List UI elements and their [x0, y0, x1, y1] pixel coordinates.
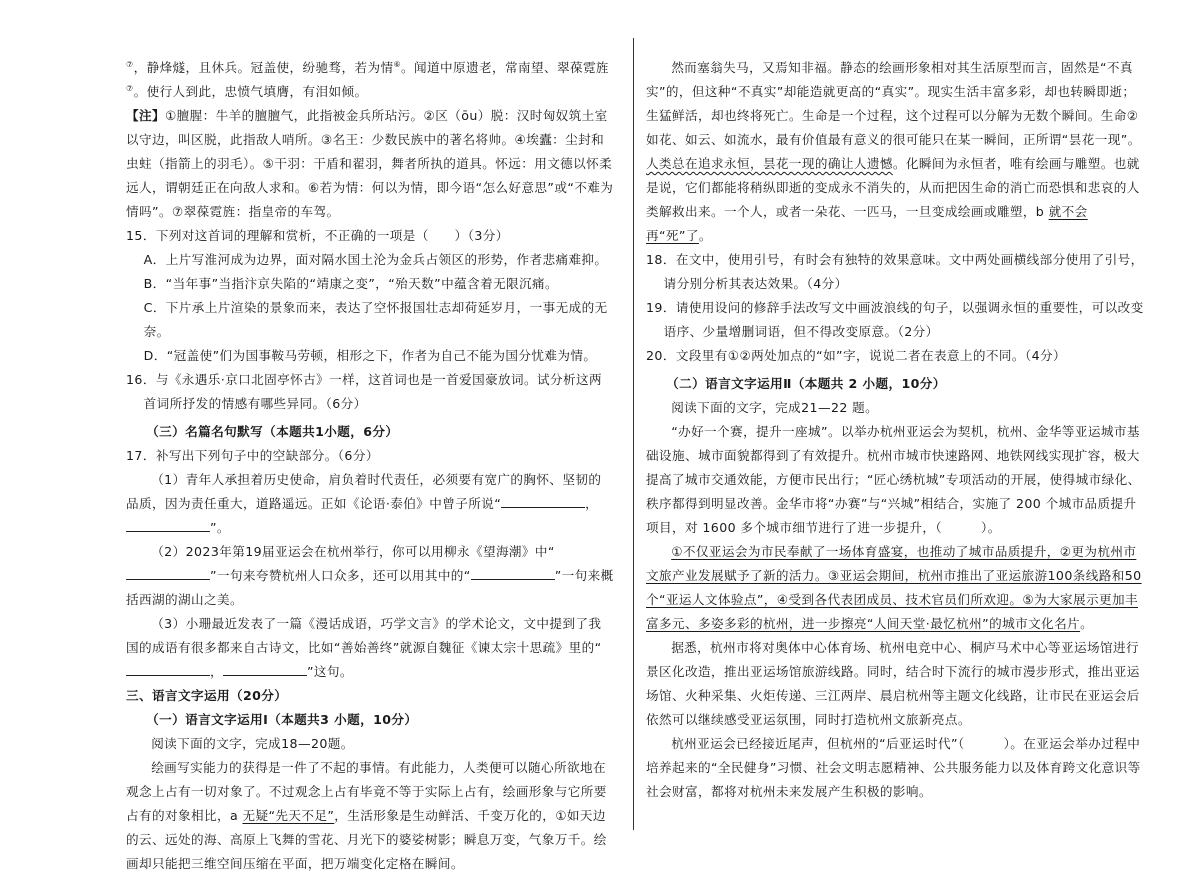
poem-text-2: 。闻道中原遗老，常南望、翠葆霓旌 — [401, 60, 609, 75]
q17-1-text: （1）青年人承担着历史使命，肩负着时代责任，必须要有宽广的胸怀、坚韧的品质，因为责任重大，道路遥远。正如《论语·泰伯》中曾子所说“ — [126, 472, 602, 511]
passage-paragraph-4 — [646, 540, 1146, 636]
marker-a: a — [229, 808, 243, 823]
footnote-mark: ⑥ — [393, 59, 402, 69]
question-18: 18．在文中，使用引号，有时会有独特的效果意味。文中两处画横线部分使用了引号，请分别分析其表达效果。（4分） — [646, 252, 1144, 291]
question-16: 16．与《永遇乐·京口北固亭怀古》一样，这首词也是一首爱国豪放词。试分析这两首词所抒发的情感有哪些异同。（6分） — [126, 372, 603, 411]
subsection-language-2: （二）语言文字运用Ⅱ（本题共 2 小题，10分） — [666, 376, 946, 391]
poem-excerpt — [126, 56, 614, 104]
answer-blank[interactable] — [126, 517, 210, 532]
p1-text: 绘画写实能力的获得是一件了不起的事情。有此能力，人类便可以随心所欲地在观念上占有一切对象了。不过观念上占有毕竟不等于实际上占有，绘画形象与它所要占有的对象相比， — [126, 760, 607, 823]
p2-end: 。 — [698, 228, 712, 243]
p2-text: 然而塞翁失马，又焉知非福。静态的绘画形象相对其生活原型而言，固然是“不真实”的，但这种“不真实”却能造就更高的“真实”。现实生活丰富多彩，却也转瞬即逝；生猛鲜活，却也终将死亡。生命是一个过程，这个过程可以分解为无数个瞬间。生命②如花、如云、如流水，最有价值最有意义的很可能只在某一瞬间，正所谓“昙花一现”。 — [646, 60, 1141, 147]
p4-end: 。 — [1080, 616, 1094, 631]
question-17: 17．补写出下列句子中的空缺部分。（6分） — [126, 448, 379, 463]
question-17-2 — [126, 540, 614, 612]
q17-2-end: ”一句来概括西湖的湖山之美。 — [126, 568, 614, 607]
option-a: A．上片写淮河成为边界，面对隔水国土沦为金兵占领区的形势，作者悲痛难抑。 — [143, 252, 608, 267]
passage-paragraph-1 — [126, 756, 614, 876]
passage-paragraph-2 — [646, 56, 1146, 248]
option-b: B．“当年事”当指汴京失陷的“靖康之变”，“殆天数”中蕴含着无限沉痛。 — [143, 276, 559, 291]
underlined-phrase-b: 就不会再“死”了 — [646, 204, 1088, 243]
q17-2-text: （2）2023年第19届亚运会在杭州举行，你可以用柳永《望海潮》中“ — [151, 544, 555, 559]
wavy-underlined-sentence: 人类总在追求永恒，昙花一现的确让人遗憾 — [646, 156, 893, 171]
poem-text-1: ，静烽燧，且休兵。冠盖使，纷驰骛，若为情 — [133, 60, 394, 75]
column-divider — [633, 38, 634, 830]
answer-blank[interactable] — [126, 565, 210, 580]
q17-1-end: ”。 — [210, 520, 230, 535]
reading-instruction-1: 阅读下面的文字，完成18—20题。 — [151, 736, 354, 751]
section-language-use: 三、语言文字运用（20分） — [126, 688, 288, 703]
option-c: C．下片承上片渲染的景象而来，表达了空怀报国壮志却荷延岁月，一事无成的无奈。 — [143, 300, 608, 339]
q17-3-text: （3）小珊最近发表了一篇《漫话成语，巧学文言》的学术论文，文中提到了我国的成语有很多都来自古诗文，比如“善始善终”就源自魏征《谏太宗十思疏》里的“ — [126, 616, 602, 655]
left-column — [126, 56, 614, 876]
passage-paragraph-3: “办好一个赛，提升一座城”。以举办杭州亚运会为契机，杭州、金华等亚运城市基础设施、城市面貌都得到了有效提升。杭州市城市快速路网、地铁网线实现扩容，极大提高了城市交通效能，方便市民出行；“匠心绣杭城”专项活动的开展，使得城市绿化、秩序都得到明显改善。金华市将“办赛”与“兴城”相结合，实施了 200 个城市品质提升项目，对 1600 多个城市细节进行了进一步提升，（ ）。 — [646, 424, 1141, 535]
question-20: 20．文段里有①②两处加点的“如”字，说说二者在表意上的不同。（4分） — [646, 348, 1066, 363]
answer-blank[interactable] — [223, 661, 307, 676]
p1-after: ，生活形象是生动鲜活、千变万化的，①如天边的云、远处的海、高原上飞舞的雪花、月光下的婆娑树影；瞬息万变，气象万千。绘画却只能把三维空间压缩在平面，把万端变化定格在瞬间。 — [126, 808, 607, 871]
section-famous-quotes: （三）名篇名句默写（本题共1小题，6分） — [146, 424, 399, 439]
answer-blank[interactable] — [126, 661, 210, 676]
answer-blank[interactable] — [471, 565, 555, 580]
answer-blank[interactable] — [501, 493, 585, 508]
question-17-1 — [126, 468, 614, 540]
footnote-mark: ⑦ — [126, 83, 134, 93]
option-d: D．“冠盖使”们为国事鞍马劳顿，相形之下，作者为自己不能为国分忧难为情。 — [143, 348, 597, 363]
reading-instruction-2: 阅读下面的文字，完成21—22 题。 — [671, 400, 879, 415]
question-19: 19．请使用设问的修辞手法改写文中画波浪线的句子，以强调永恒的重要性，可以改变语序、少量增删词语，但不得改变原意。（2分） — [646, 300, 1144, 339]
question-15: 15．下列对这首词的理解和赏析，不正确的一项是（ ）（3分） — [126, 228, 509, 243]
footnote-mark: ⑦ — [126, 59, 134, 69]
question-17-3 — [126, 612, 614, 684]
poem-text-3: 。使行人到此，忠愤气填膺，有泪如倾。 — [133, 84, 368, 99]
right-column — [646, 56, 1146, 804]
q17-3-comma: ， — [210, 664, 223, 679]
p2-after: 。化瞬间为永恒者，唯有绘画与雕塑。也就是说，它们都能将稍纵即逝的变成永不消失的，从而把因生命的消亡而恐惧和悲哀的人类解救出来。一个人，或者一朵花、一匹马，一旦变成绘画或雕塑，b — [646, 156, 1140, 219]
underlined-phrase-a: 无疑“先天不足” — [242, 808, 335, 823]
annotation-text: ①膻腥：牛羊的膻膻气，此指被金兵所玷污。②区（ōu）脱：汉时匈奴筑土室以守边，叫区脱，此指敌人哨所。③名王：少数民族中的著名将帅。④埃蠹：尘封和虫蛀（指箭上的羽毛）。⑤干羽：干盾和翟羽，舞者所执的道具。怀远：用文德以怀柔远人，谓朝廷正在向敌人求和。⑥若为情：何以为情，即今语“怎么好意思”或“不难为情吗”。⑦翠葆霓旌：指皇帝的车驾。 — [126, 108, 614, 219]
q17-1-comma: ， — [585, 496, 599, 511]
annotation — [126, 104, 614, 224]
underlined-paragraph: ①不仅亚运会为市民奉献了一场体育盛宴，也推动了城市品质提升，②更为杭州市文旅产业发展赋予了新的活力。③亚运会期间，杭州市推出了亚运旅游100条线路和50个“亚运人文体验点”，④受到各代表团成员、技术官员们所欢迎。⑤为大家展示更加丰富多元、多姿多彩的杭州，进一步擦亮“人间天堂·最忆杭州”的城市文化名片 — [646, 544, 1142, 631]
passage-paragraph-5: 据悉，杭州市将对奥体中心体育场、杭州电竞中心、桐庐马术中心等亚运场馆进行景区化改造，推出亚运场馆旅游线路。同时，结合时下流行的城市漫步形式，推出亚运场馆、火种采集、火炬传递、三江两岸、晨启杭州等主题文化线路，让市民在亚运会后依然可以继续感受亚运氛围，同时打造杭州文旅新亮点。 — [646, 640, 1140, 727]
q17-2-mid: ”一句来夸赞杭州人口众多，还可以用其中的“ — [210, 568, 471, 583]
q17-3-end: ”这句。 — [307, 664, 353, 679]
subsection-language-1: （一）语言文字运用Ⅰ（本题共3 小题，10分） — [146, 712, 418, 727]
annotation-label: 【注】 — [126, 108, 165, 123]
passage-paragraph-6: 杭州亚运会已经接近尾声，但杭州的“后亚运时代”（ ）。在亚运会举办过程中培养起来的“全民健身”习惯、社会文明志愿精神、公共服务能力以及体育跨文化意识等社会财富，都将对杭州未来发展产生积极的影响。 — [646, 736, 1141, 799]
